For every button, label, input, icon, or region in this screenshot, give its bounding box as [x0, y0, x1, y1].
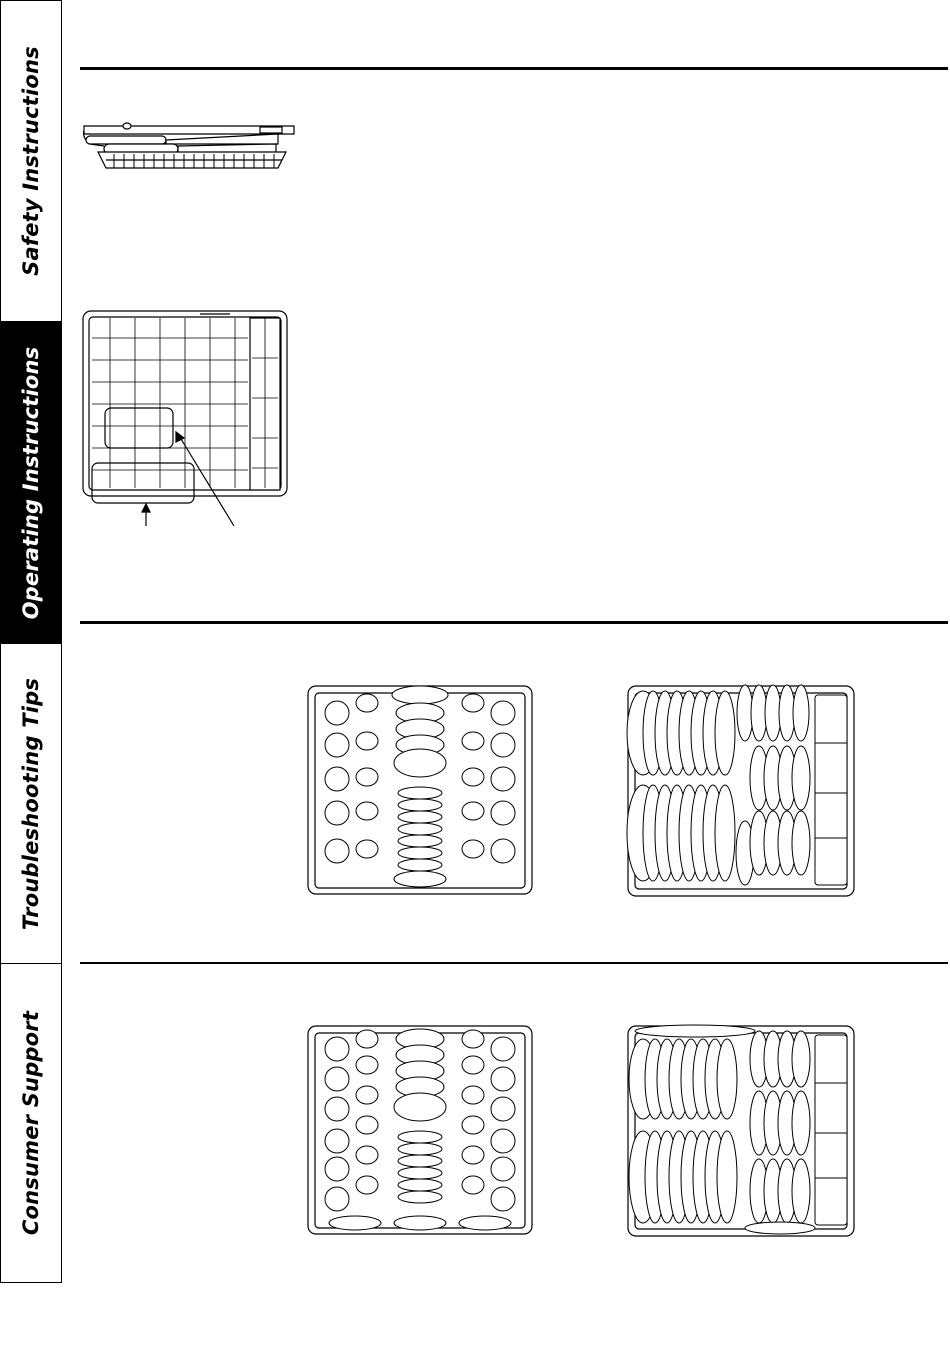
upper-rack-callout-illustration — [80, 308, 292, 533]
tab-label-consumer: Consumer Support — [19, 1010, 43, 1236]
section-divider — [80, 621, 948, 624]
section-sidebar — [0, 0, 62, 1283]
tab-label-operating: Operating Instructions — [19, 346, 43, 619]
lower-rack-loaded-illustration-2 — [625, 1023, 857, 1245]
section-divider — [80, 962, 948, 964]
tab-label-safety: Safety Instructions — [19, 46, 43, 276]
upper-rack-loaded-illustration-1 — [305, 683, 535, 905]
tab-consumer-support[interactable] — [1, 964, 61, 1282]
knife-shelf-illustration — [80, 118, 295, 178]
lower-rack-loaded-illustration-1 — [625, 683, 857, 905]
tab-safety-instructions[interactable] — [1, 1, 61, 322]
tab-operating-instructions[interactable] — [1, 322, 61, 644]
tab-label-troubleshooting: Troubleshooting Tips — [19, 677, 43, 930]
upper-rack-loaded-illustration-2 — [305, 1023, 535, 1245]
tab-troubleshooting-tips[interactable] — [1, 644, 61, 964]
section-divider — [80, 67, 948, 70]
